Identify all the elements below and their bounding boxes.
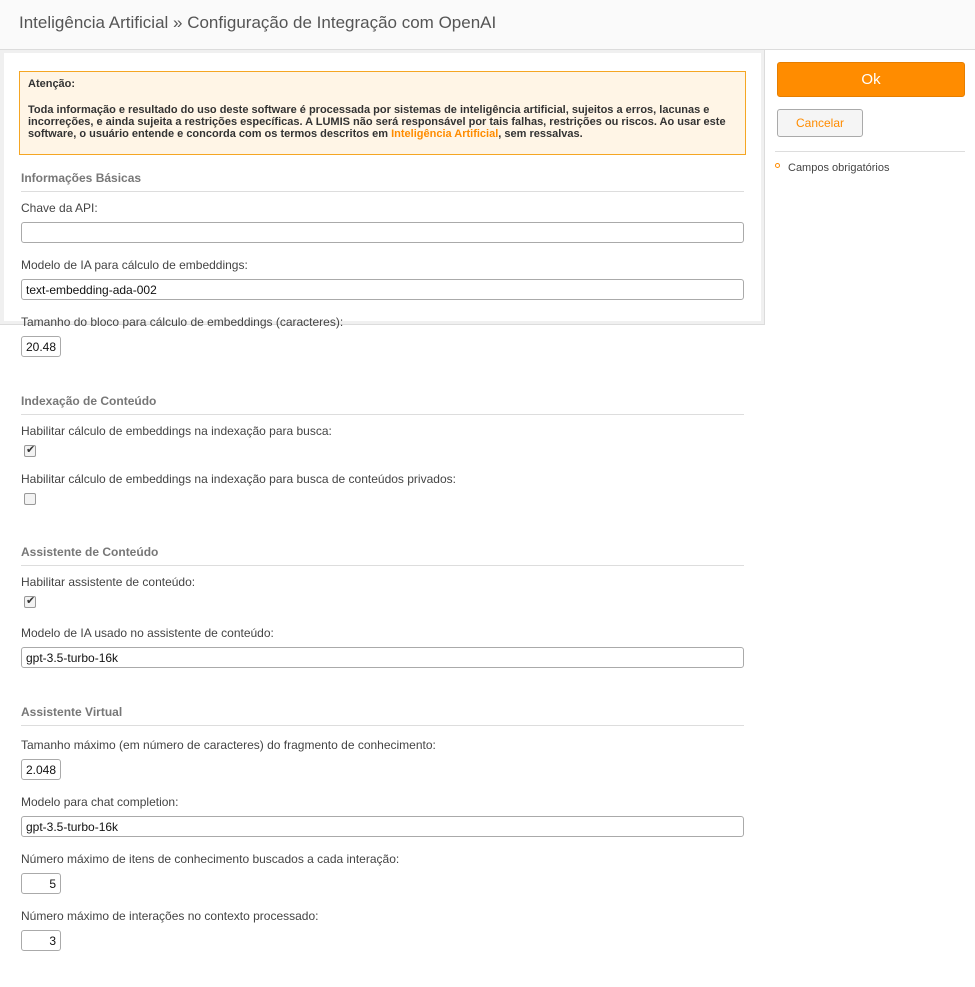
search-embeddings-checkbox[interactable] [24,445,36,457]
section-title-indexing: Indexação de Conteúdo [21,394,744,415]
required-fields-note: Campos obrigatórios [788,162,890,174]
api-key-label: Chave da API: [21,201,98,215]
enable-assistant-checkbox[interactable] [24,596,36,608]
section-title-assistant: Assistente de Conteúdo [21,545,744,566]
private-embeddings-label: Habilitar cálculo de embeddings na indexação para busca de conteúdos privados: [21,472,456,486]
warning-text-before: Toda informação e resultado do uso deste software é processada por sistemas de inteligência artificial, sujeitos a erros, lacunas e incorreções, e ainda sujeita a restrições específicas. A LUMIS não será responsável por tais falhas, restrições ou riscos. Ao usar este software, o usuário entende e concorda com os termos descritos em [28,104,726,140]
api-key-input[interactable] [21,222,744,243]
embedding-model-input[interactable] [21,279,744,300]
ok-button[interactable]: Ok [777,62,965,97]
section-title-virtual-assistant: Assistente Virtual [21,705,744,726]
block-size-input[interactable] [21,336,61,357]
embedding-model-label: Modelo de IA para cálculo de embeddings: [21,258,248,272]
sidebar-divider [775,151,965,152]
assistant-model-input[interactable] [21,647,744,668]
search-embeddings-label: Habilitar cálculo de embeddings na indexação para busca: [21,424,332,438]
warning-text [28,104,737,140]
section-title-basic: Informações Básicas [21,171,744,192]
warning-title: Atenção: [28,78,76,90]
checkmark-icon: ✔ [26,595,36,607]
warning-text-after: , sem ressalvas. [498,128,583,140]
assistant-model-label: Modelo de IA usado no assistente de conteúdo: [21,626,274,640]
fragment-size-label: Tamanho máximo (em número de caracteres) do fragmento de conhecimento: [21,738,436,752]
enable-assistant-label: Habilitar assistente de conteúdo: [21,575,196,589]
required-marker-icon [775,163,780,168]
cancel-button[interactable]: Cancelar [777,109,863,137]
max-items-label: Número máximo de itens de conhecimento buscados a cada interação: [21,852,400,866]
page-header [0,0,975,50]
fragment-size-input[interactable] [21,759,61,780]
max-interactions-label: Número máximo de interações no contexto processado: [21,909,319,923]
chat-model-label: Modelo para chat completion: [21,795,179,809]
block-size-label: Tamanho do bloco para cálculo de embeddings (caracteres): [21,315,344,329]
page-title: Inteligência Artificial » Configuração de Integração com OpenAI [19,13,497,32]
checkmark-icon: ✔ [26,444,36,456]
private-embeddings-checkbox[interactable] [24,493,36,505]
ai-terms-link[interactable]: Inteligência Artificial [391,128,499,140]
chat-model-input[interactable] [21,816,744,837]
warning-box [19,71,746,155]
max-interactions-input[interactable] [21,930,61,951]
max-items-input[interactable] [21,873,61,894]
